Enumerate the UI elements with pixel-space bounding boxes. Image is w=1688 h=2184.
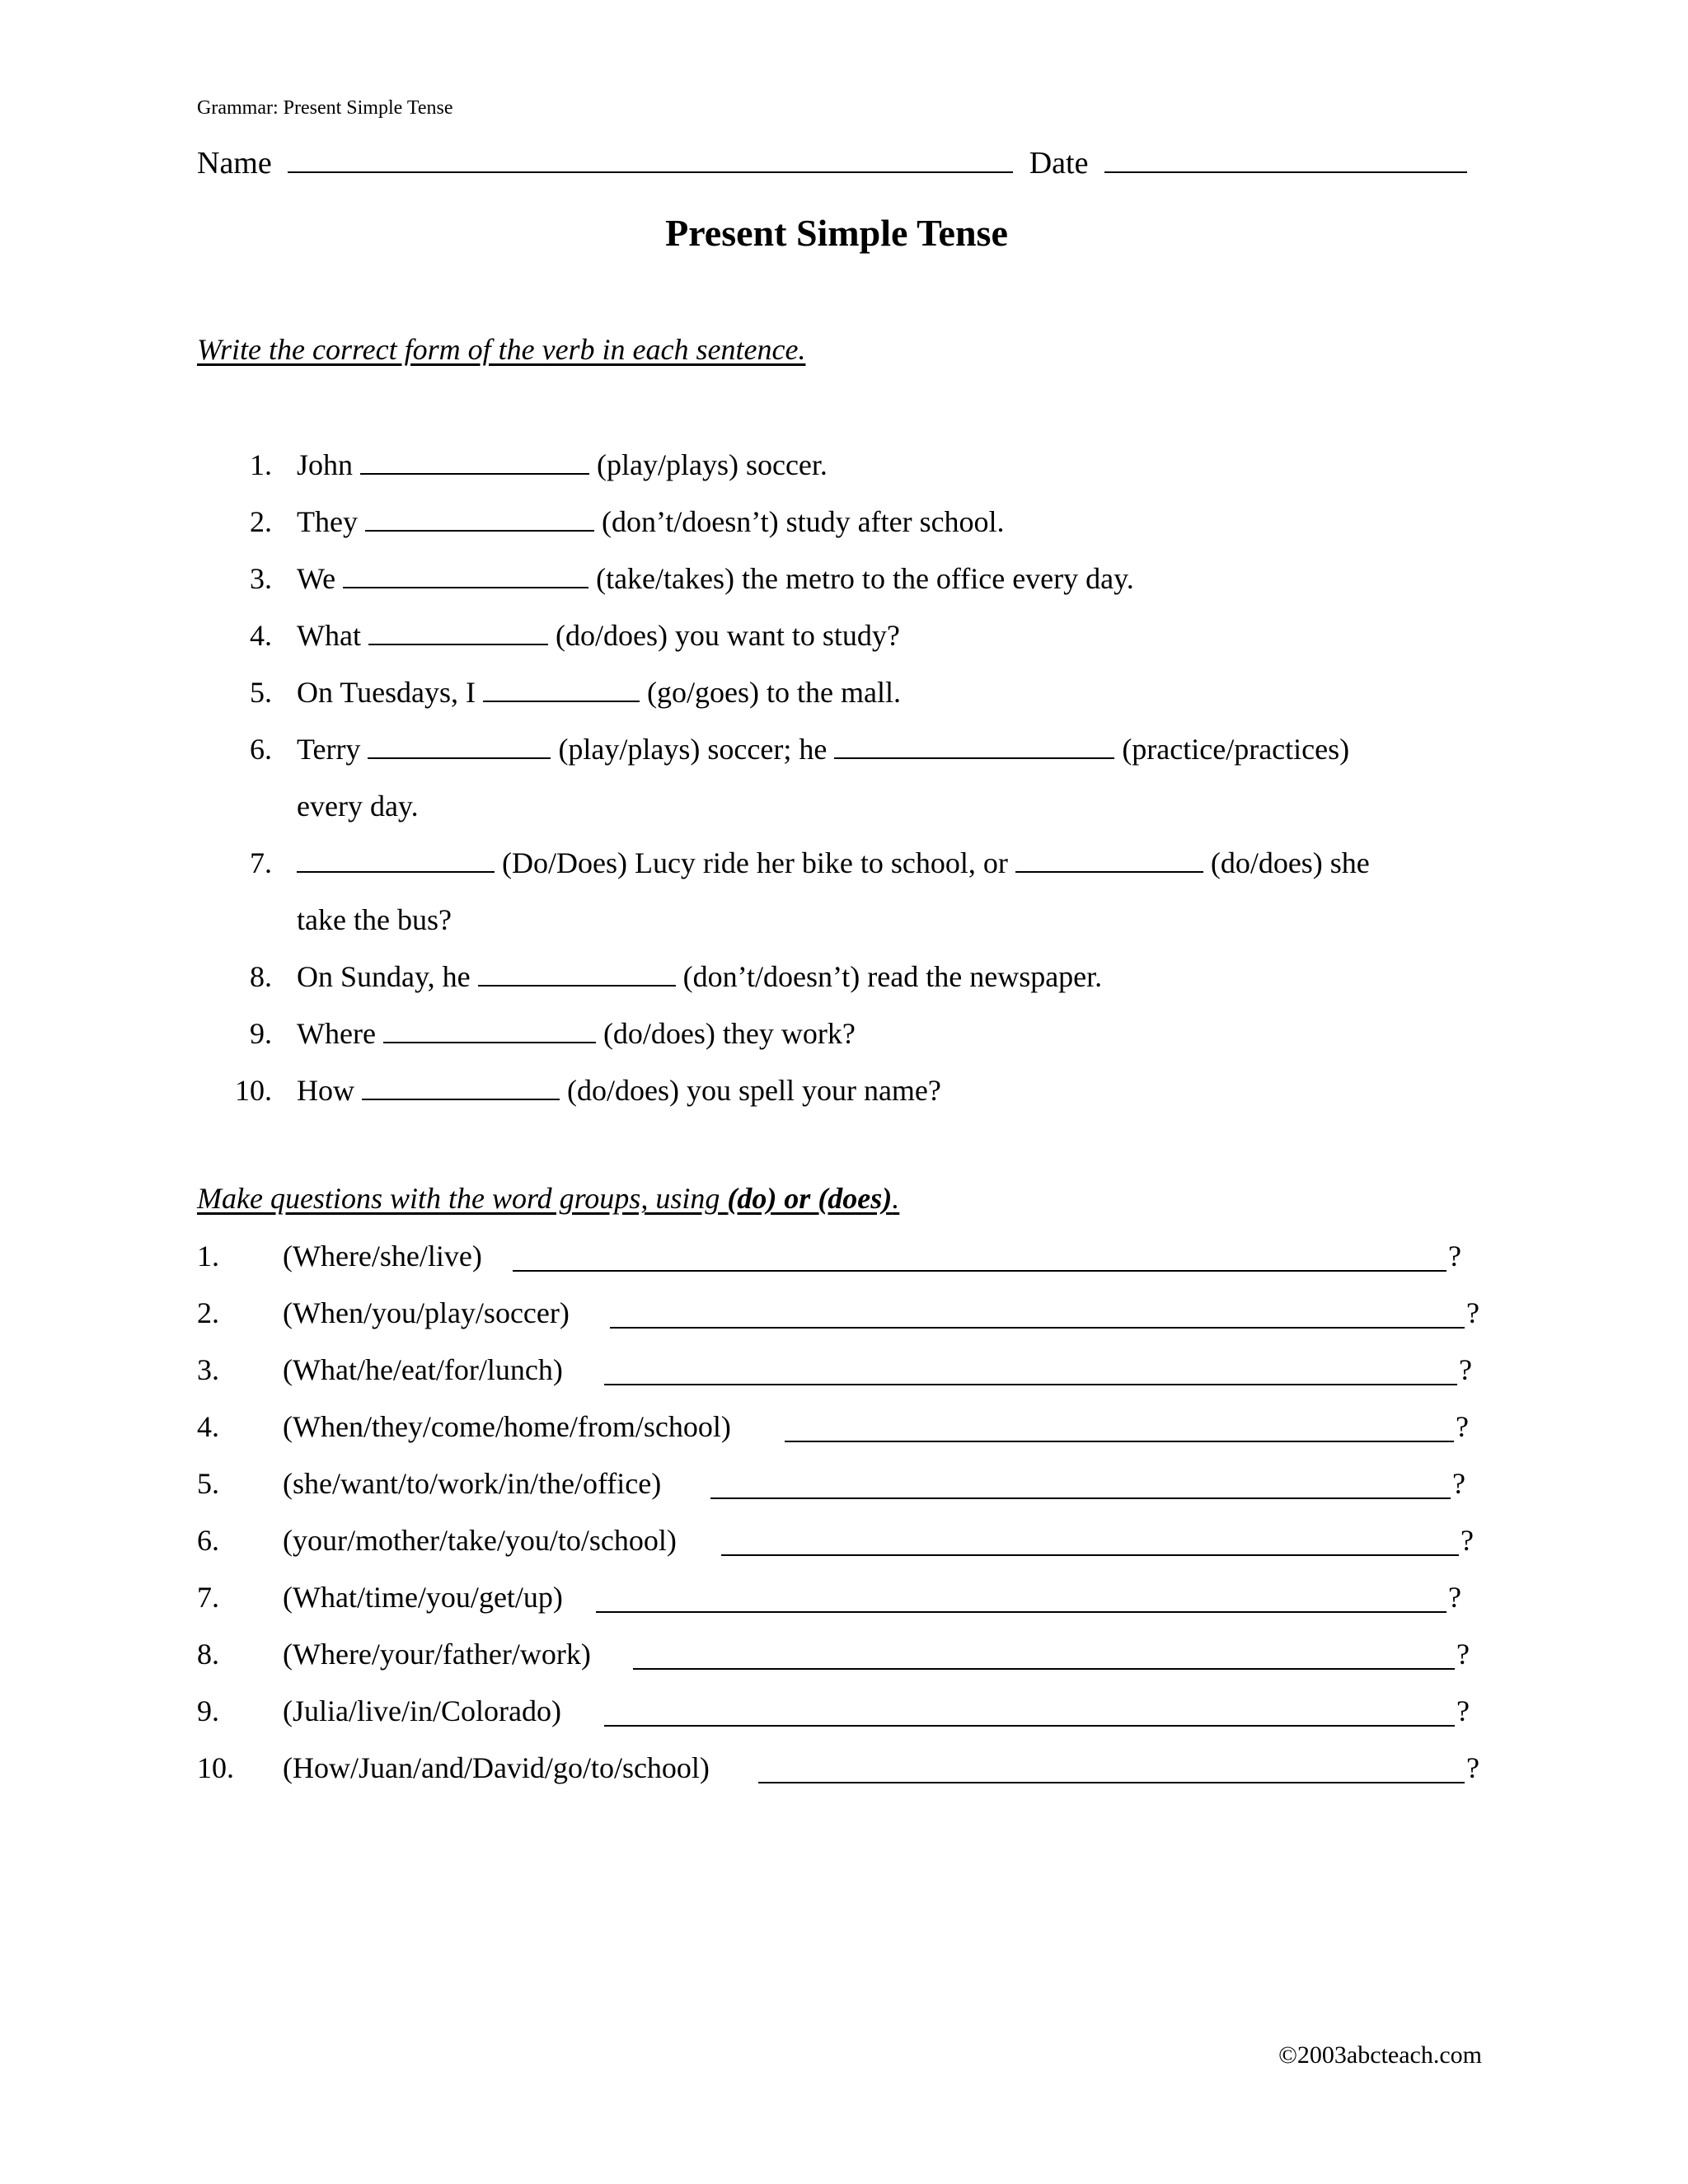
name-label: Name	[197, 146, 272, 180]
question-answer-line[interactable]	[604, 1725, 1455, 1727]
item-text	[297, 846, 1370, 879]
question-prompt: (What/time/you/get/up)	[283, 1581, 563, 1614]
question-mark: ?	[1461, 1524, 1474, 1557]
question-mark: ?	[1448, 1581, 1461, 1614]
item-number: 5.	[250, 676, 272, 709]
item-before: How	[297, 1074, 354, 1107]
section2-instruction: Make questions with the word groups, using (do) or (does).	[197, 1182, 900, 1215]
exercise-item	[247, 448, 828, 482]
answer-blank[interactable]	[483, 677, 640, 702]
question-prompt: (your/mother/take/you/to/school)	[283, 1524, 677, 1557]
item-text	[297, 733, 1349, 766]
exercise-item	[235, 1073, 941, 1108]
item-after: (don’t/doesn’t) read the newspaper.	[682, 960, 1103, 993]
question-prompt: (When/you/play/soccer)	[283, 1296, 570, 1329]
page-title: Present Simple Tense	[665, 212, 1008, 254]
answer-blank[interactable]	[1015, 848, 1203, 873]
item-number: 7.	[250, 846, 272, 879]
item-before: John	[297, 448, 354, 481]
answer-blank[interactable]	[834, 734, 1114, 759]
exercise-item	[247, 846, 1370, 880]
question-prompt: (Where/your/father/work)	[283, 1638, 591, 1671]
question-prompt: (she/want/to/work/in/the/office)	[283, 1467, 662, 1500]
question-answer-line[interactable]	[785, 1441, 1454, 1442]
item-after: (don’t/doesn’t) study after school.	[601, 505, 1005, 538]
name-date-row	[197, 145, 1450, 181]
question-mark: ?	[1466, 1296, 1479, 1329]
question-prompt: (Julia/live/in/Colorado)	[283, 1694, 561, 1727]
question-number: 8.	[197, 1638, 219, 1671]
item-number: 9.	[250, 1017, 272, 1050]
exercise-item	[247, 959, 1102, 994]
item-before: They	[297, 505, 358, 538]
item-text	[297, 1017, 856, 1050]
item-number: 4.	[250, 619, 272, 652]
item-after: (do/does) you spell your name?	[567, 1074, 941, 1107]
answer-blank[interactable]	[362, 1076, 560, 1100]
date-field[interactable]	[1104, 147, 1467, 173]
item-after: (practice/practices)	[1122, 733, 1350, 766]
item-text	[297, 960, 1102, 993]
exercise-item	[247, 618, 900, 653]
exercise-item	[247, 561, 1134, 596]
question-prompt: (When/they/come/home/from/school)	[283, 1410, 731, 1443]
item-continuation: every day.	[297, 790, 419, 823]
item-number: 1.	[250, 448, 272, 481]
item-after: (go/goes) to the mall.	[647, 676, 901, 709]
question-prompt: (Where/she/live)	[283, 1240, 482, 1272]
question-answer-line[interactable]	[596, 1611, 1447, 1613]
item-text	[297, 505, 1005, 538]
item-after: (play/plays) soccer.	[597, 448, 828, 481]
item-after: (do/does) you want to study?	[555, 619, 900, 652]
question-answer-line[interactable]	[633, 1668, 1455, 1670]
item-before: On Sunday, he	[297, 960, 471, 993]
copyright: ©2003abcteach.com	[1278, 2041, 1482, 2069]
item-number: 6.	[250, 733, 272, 766]
question-mark: ?	[1452, 1467, 1465, 1500]
question-number: 9.	[197, 1694, 219, 1727]
item-text	[297, 448, 828, 481]
do-does-emphasis: (do) or (does)	[727, 1182, 893, 1215]
section1-instruction: Write the correct form of the verb in each sentence.	[197, 333, 806, 366]
question-answer-line[interactable]	[721, 1554, 1459, 1556]
answer-blank[interactable]	[360, 450, 589, 475]
question-mark: ?	[1448, 1240, 1461, 1272]
item-middle: (play/plays) soccer; he	[558, 733, 828, 766]
item-before: What	[297, 619, 361, 652]
item-continuation: take the bus?	[297, 903, 452, 936]
item-before: On Tuesdays, I	[297, 676, 476, 709]
question-number: 3.	[197, 1353, 219, 1386]
item-number: 3.	[250, 562, 272, 595]
answer-blank[interactable]	[297, 848, 495, 873]
question-number: 7.	[197, 1581, 219, 1614]
question-mark: ?	[1466, 1751, 1479, 1784]
question-answer-line[interactable]	[610, 1327, 1465, 1329]
item-text	[297, 619, 900, 652]
item-before: Terry	[297, 733, 361, 766]
answer-blank[interactable]	[365, 507, 594, 532]
question-prompt: (How/Juan/and/David/go/to/school)	[283, 1751, 710, 1784]
question-number: 5.	[197, 1467, 219, 1500]
exercise-item	[247, 732, 1349, 766]
item-after: (do/does) she	[1210, 846, 1370, 879]
item-text	[297, 1074, 941, 1107]
item-before: We	[297, 562, 336, 595]
question-number: 4.	[197, 1410, 219, 1443]
question-number: 2.	[197, 1296, 219, 1329]
item-middle: (Do/Does) Lucy ride her bike to school, or	[502, 846, 1008, 879]
item-text	[297, 676, 901, 709]
item-before: Where	[297, 1017, 376, 1050]
question-mark: ?	[1459, 1353, 1472, 1386]
name-field[interactable]	[288, 147, 1013, 173]
question-mark: ?	[1456, 1694, 1470, 1727]
answer-blank[interactable]	[368, 734, 551, 759]
item-number: 2.	[250, 505, 272, 538]
item-after: (do/does) they work?	[603, 1017, 856, 1050]
question-answer-line[interactable]	[710, 1497, 1451, 1499]
question-prompt: (What/he/eat/for/lunch)	[283, 1353, 563, 1386]
item-text	[297, 562, 1134, 595]
question-number: 6.	[197, 1524, 219, 1557]
question-answer-line[interactable]	[604, 1384, 1457, 1385]
date-label: Date	[1029, 146, 1089, 180]
exercise-item	[247, 504, 1005, 539]
question-mark: ?	[1456, 1410, 1469, 1443]
item-number: 8.	[250, 960, 272, 993]
question-number: 10.	[197, 1751, 234, 1784]
question-number: 1.	[197, 1240, 219, 1272]
header-label: Grammar: Present Simple Tense	[197, 97, 453, 119]
exercise-item	[247, 1016, 856, 1051]
item-number: 10.	[235, 1074, 272, 1107]
question-mark: ?	[1456, 1638, 1470, 1671]
answer-blank[interactable]	[383, 1019, 596, 1043]
answer-blank[interactable]	[368, 621, 548, 645]
answer-blank[interactable]	[478, 962, 676, 987]
question-answer-line[interactable]	[758, 1782, 1465, 1783]
answer-blank[interactable]	[343, 564, 588, 588]
question-answer-line[interactable]	[513, 1270, 1447, 1272]
item-after: (take/takes) the metro to the office every day.	[596, 562, 1134, 595]
exercise-item	[247, 675, 901, 710]
